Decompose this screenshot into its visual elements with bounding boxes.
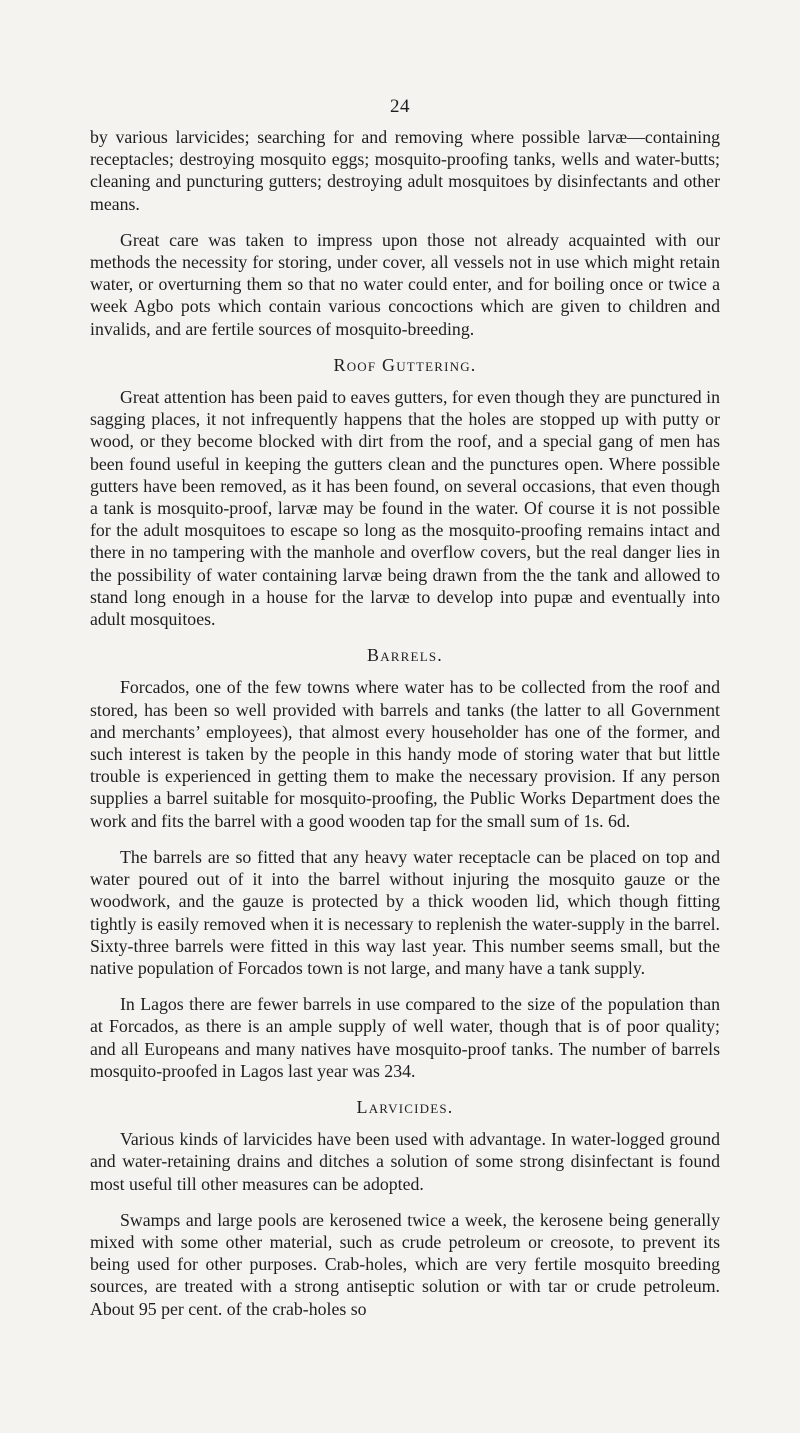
section-heading-larvicides: Larvicides. (356, 1096, 454, 1117)
intro-paragraph-2: Great care was taken to impress upon those not already acquainted with our methods the necessity for storing, under cover, all vessels not in use which might retain water, or overturning them so that no water could enter, and for boiling once or twice a week Agbo pots which contain various concoctions which are given to children and invalids, and are fertile sources of mosquito-breeding. (90, 229, 720, 339)
roof-guttering-paragraph-1: Great attention has been paid to eaves gutters, for even though they are punctured in sagging places, it not infrequently happens that the holes are stopped up with putty or wood, or they become blocked with dirt from the roof, and a special gang of men has been found useful in keeping the gutters clean and the punctures open. Where possible gutters have been removed, as it has been found, on several occasions, that even though a tank is mosquito-proof, larvæ may be found in the water. Of course it is not possible for the adult mosquitoes to escape so long as the mosquito-proofing remains intact and there in no tampering with the manhole and overflow covers, but the real danger lies in the possibility of water containing larvæ being drawn from the the tank and allowed to stand long enough in a house for the larvæ to develop into pupæ and eventually into adult mosquitoes. (90, 387, 720, 630)
page-number: 24 (390, 96, 410, 117)
barrels-paragraph-1: Forcados, one of the few towns where water has to be collected from the roof and stored, has been so well provided with barrels and tanks (the latter to all Government and merchants’ employees), that almost every householder has one of the former, and such interest is taken by the people in this handy mode of storing water that but little trouble is experienced in getting them to make the necessary provision. If any person supplies a barrel suitable for mosquito-proofing, the Public Works Department does the work and fits the barrel with a good wooden tap for the small sum of 1s. 6d. (90, 677, 720, 831)
intro-paragraph-1: by various larvicides; searching for and removing where possible larvæ—containing receptacles; destroying mosquito eggs; mosquito-proofing tanks, wells and water-butts; cleaning and puncturing gutters; destroying adult mosquitoes by disinfectants and other means. (90, 127, 720, 214)
barrels-paragraph-2: The barrels are so fitted that any heavy water receptacle can be placed on top and water poured out of it into the barrel without injuring the mosquito gauze or the woodwork, and the gauze is protected by a thick wooden lid, which though fitting tightly is easily removed when it is necessary to replenish the water-supply in the barrel. Sixty-three barrels were fitted in this way last year. This number seems small, but the native population of Forcados town is not large, and many have a tank supply. (90, 846, 720, 978)
larvicides-paragraph-1: Various kinds of larvicides have been used with advantage. In water-logged ground and water-retaining drains and ditches a solution of some strong disinfectant is found most useful till other measures can be adopted. (90, 1129, 720, 1194)
barrels-paragraph-3: In Lagos there are fewer barrels in use compared to the size of the population than at Forcados, as there is an ample supply of well water, though that is of poor quality; and all Europeans and many natives have mosquito-proof tanks. The number of barrels mosquito-proofed in Lagos last year was 234. (90, 994, 720, 1081)
larvicides-paragraph-2: Swamps and large pools are kerosened twice a week, the kerosene being generally mixed with some other material, such as crude petroleum or creosote, to prevent its being used for other purposes. Crab-holes, which are very fertile mosquito breeding sources, are treated with a strong antiseptic solution or with tar or crude petroleum. About 95 per cent. of the crab-holes so (90, 1209, 720, 1319)
section-heading-barrels: Barrels. (367, 645, 443, 666)
page-body (90, 126, 720, 1334)
section-heading-roof-guttering: Roof Guttering. (333, 354, 477, 375)
